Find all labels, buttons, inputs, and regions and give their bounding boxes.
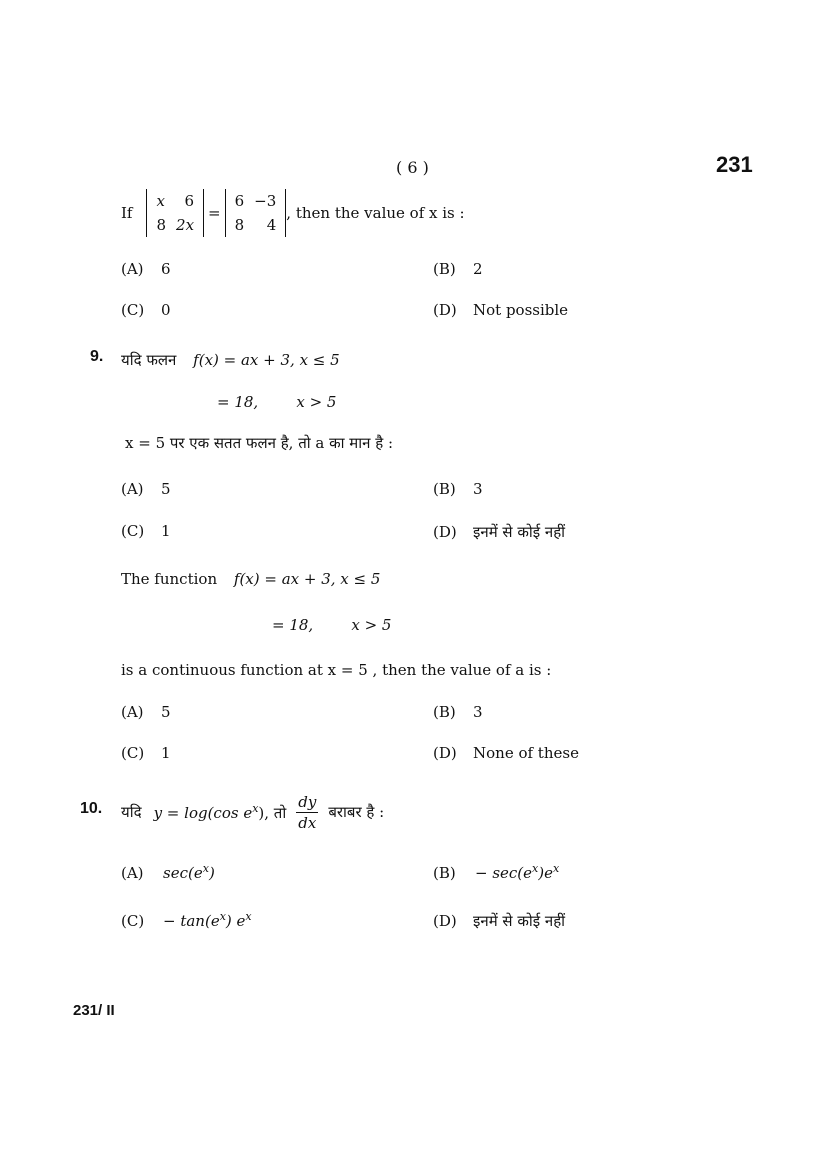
q9-english-line2: = 18, x > 5 xyxy=(272,616,392,634)
option-part: sec(e xyxy=(163,864,203,882)
determinant-right xyxy=(225,189,287,237)
option-sup: x xyxy=(245,910,252,923)
q10-prefix: यदि xyxy=(121,803,142,821)
option-text: 5 xyxy=(161,703,171,721)
q9-number: 9. xyxy=(90,348,104,365)
q9-english-prefix: The function xyxy=(121,570,218,588)
footer-code: 231/ II xyxy=(73,1002,115,1019)
option-text xyxy=(475,864,559,882)
option-label: (C) xyxy=(121,744,145,762)
det-cell: 2x xyxy=(176,216,195,234)
q10-expression xyxy=(154,802,287,823)
option-label: (A) xyxy=(121,703,144,721)
option-text: 3 xyxy=(473,703,483,721)
option-b xyxy=(433,260,483,278)
q10-expr-sup: x xyxy=(252,801,259,815)
q9-english-line1 xyxy=(121,570,380,588)
option-a xyxy=(121,703,171,721)
option-label: (C) xyxy=(121,912,145,930)
option-a xyxy=(121,260,171,278)
fraction-numerator: dy xyxy=(298,792,317,811)
option-d xyxy=(433,910,565,931)
option-c xyxy=(121,910,252,930)
option-label: (D) xyxy=(433,912,457,930)
option-sup: x xyxy=(219,910,226,923)
fraction-denominator: dx xyxy=(298,813,317,832)
det-cell: 8 xyxy=(234,216,245,234)
q9-english-line3: is a continuous function at x = 5 , then the value of a is : xyxy=(121,661,552,679)
equals-sign: = xyxy=(208,204,221,222)
option-text: 2 xyxy=(473,260,483,278)
determinant-left xyxy=(146,189,204,237)
option-part: − sec(e xyxy=(475,864,533,882)
option-text: None of these xyxy=(473,744,579,762)
q9-hindi-func: f(x) = ax + 3, x ≤ 5 xyxy=(193,351,340,369)
derivative-fraction xyxy=(296,792,318,833)
option-text: 3 xyxy=(473,480,483,498)
q8-prefix: If xyxy=(121,204,133,222)
option-text: इनमें से कोई नहीं xyxy=(473,523,566,541)
option-part: )e xyxy=(538,864,553,882)
option-b xyxy=(433,480,483,498)
option-label: (B) xyxy=(433,703,456,721)
option-c xyxy=(121,522,171,540)
option-c xyxy=(121,301,171,319)
option-sup: x xyxy=(553,862,560,875)
option-label: (D) xyxy=(433,301,457,319)
q9-hindi-line3: x = 5 पर एक सतत फलन है, तो a का मान है : xyxy=(125,434,394,452)
det-cell: 8 xyxy=(156,216,167,234)
option-part: − tan(e xyxy=(163,912,220,930)
det-cell: 4 xyxy=(266,216,277,234)
q8-stem xyxy=(121,189,465,237)
option-label: (C) xyxy=(121,522,145,540)
option-sup: x xyxy=(202,862,209,875)
option-label: (A) xyxy=(121,864,144,882)
option-part: इनमें से कोई नहीं xyxy=(473,912,566,930)
option-label: (A) xyxy=(121,260,144,278)
option-label: (A) xyxy=(121,480,144,498)
q10-stem xyxy=(121,790,384,834)
option-part: ) e xyxy=(225,912,246,930)
option-label: (C) xyxy=(121,301,145,319)
option-c xyxy=(121,744,171,762)
q10-suffix: बराबर है : xyxy=(328,803,385,821)
paper-code: 231 xyxy=(716,152,753,177)
option-d xyxy=(433,301,568,319)
option-text xyxy=(163,912,252,930)
option-a xyxy=(121,862,215,882)
q9-hindi-prefix: यदि फलन xyxy=(121,351,177,369)
option-label: (B) xyxy=(433,480,456,498)
det-cell: 6 xyxy=(234,192,245,210)
option-b xyxy=(433,862,559,882)
q10-expr-end: ), तो xyxy=(258,803,287,822)
option-label: (D) xyxy=(433,523,457,541)
q8-suffix: , then the value of x is : xyxy=(286,204,465,222)
page-number: ( 6 ) xyxy=(396,158,429,177)
q10-number: 10. xyxy=(80,800,103,817)
option-text: 1 xyxy=(161,522,171,540)
option-label: (B) xyxy=(433,864,456,882)
det-cell: −3 xyxy=(254,192,277,210)
q9-hindi-line2: = 18, x > 5 xyxy=(217,393,337,411)
option-label: (D) xyxy=(433,744,457,762)
option-text: 6 xyxy=(161,260,171,278)
det-cell: 6 xyxy=(184,192,195,210)
option-text xyxy=(163,864,215,882)
option-text: Not possible xyxy=(473,301,569,319)
det-cell: x xyxy=(156,192,165,210)
option-text xyxy=(473,912,565,930)
option-b xyxy=(433,703,483,721)
q9-english-func: f(x) = ax + 3, x ≤ 5 xyxy=(233,570,381,588)
option-text: 5 xyxy=(161,480,171,498)
option-sup: x xyxy=(532,862,539,875)
q10-expr-main: y = log(cos e xyxy=(153,803,253,822)
option-text: 1 xyxy=(161,744,171,762)
option-text: 0 xyxy=(161,301,171,319)
option-d xyxy=(433,522,565,542)
q9-hindi-line1 xyxy=(121,350,340,370)
option-part: ) xyxy=(208,864,215,882)
option-a xyxy=(121,480,171,498)
option-label: (B) xyxy=(433,260,456,278)
option-d xyxy=(433,744,579,762)
